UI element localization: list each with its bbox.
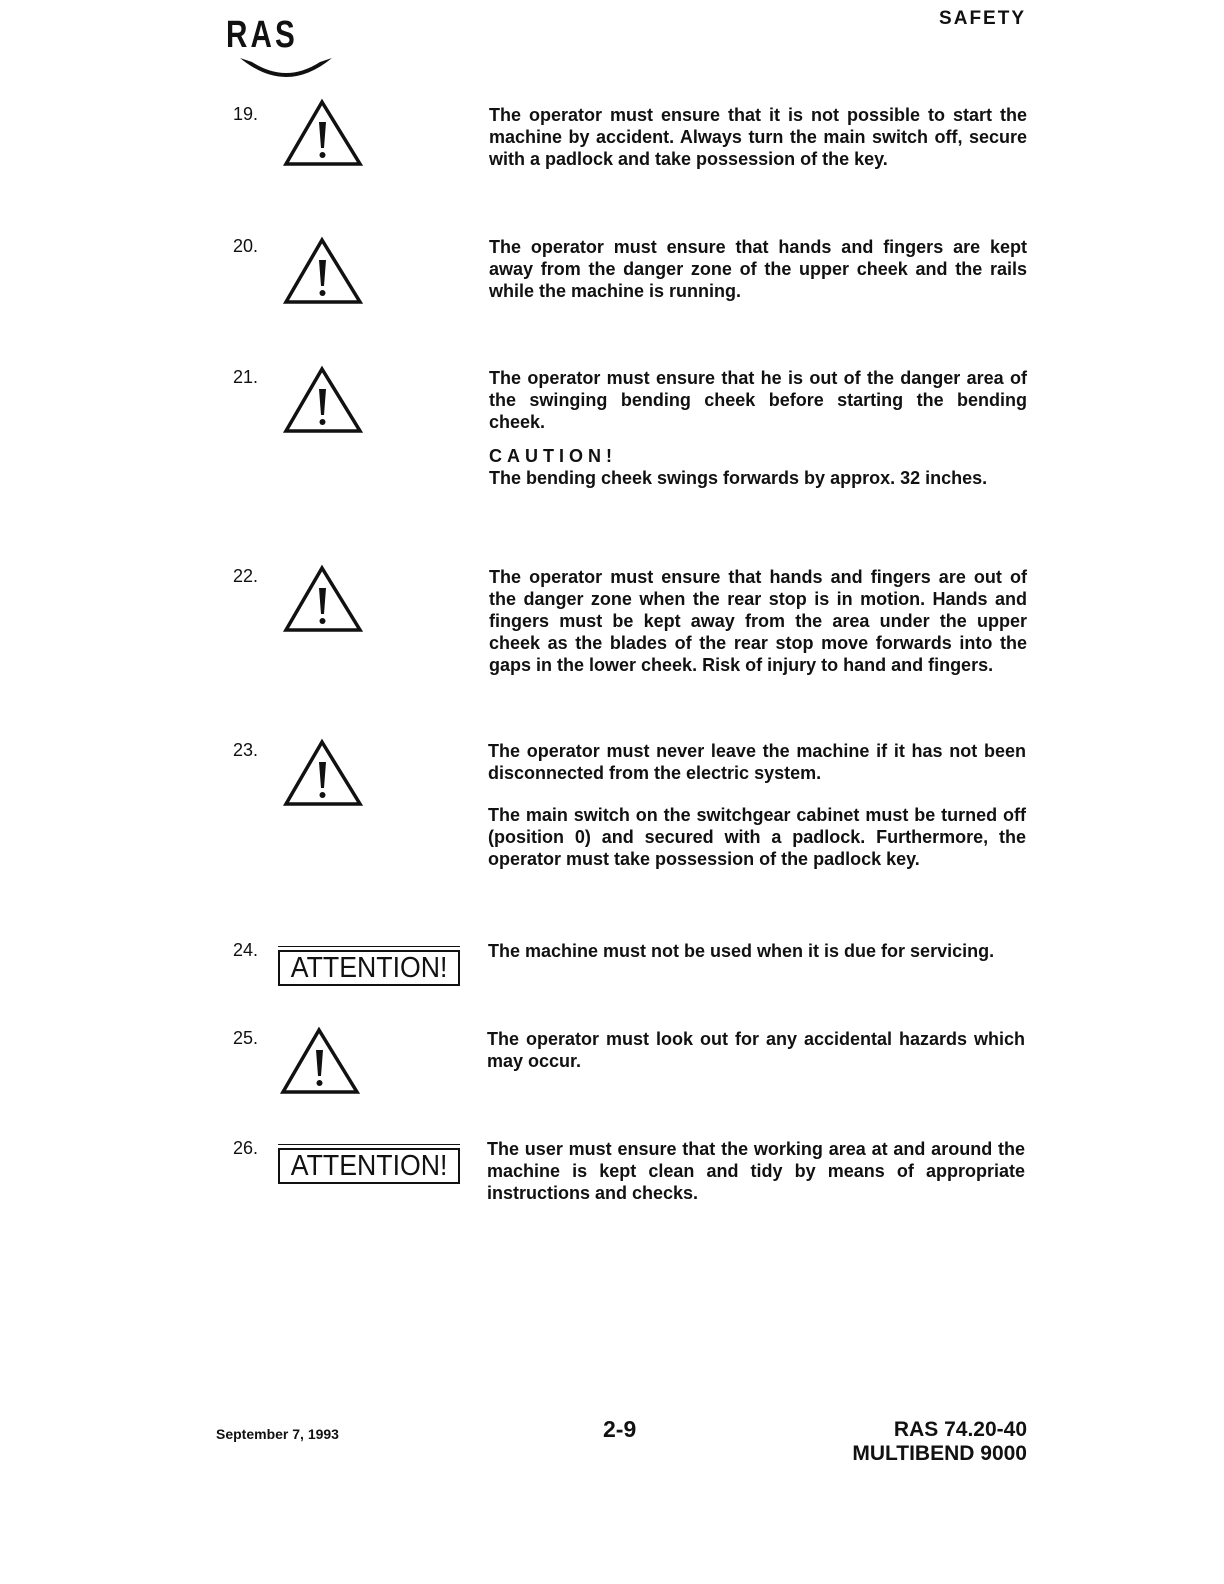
model-line-2: MULTIBEND 9000 [852, 1442, 1027, 1465]
item-paragraph: The operator must never leave the machine if it has not been disconnected from the electric system. [488, 741, 1026, 783]
attention-label: ATTENTION! [290, 1149, 448, 1182]
caution-text: The bending cheek swings forwards by approx. 32 inches. [489, 468, 988, 488]
item-number: 24. [233, 940, 259, 960]
item-paragraph: The user must ensure that the working area at and around the machine is kept clean and tidy by means of appropriate instructions and checks. [487, 1139, 1025, 1203]
ras-logo [226, 14, 346, 80]
item-text [487, 1028, 1025, 1084]
item-text [489, 367, 1027, 501]
logo-text: RAS [226, 14, 298, 56]
item-number: 19. [233, 104, 259, 124]
section-title: SAFETY [939, 8, 1026, 29]
attention-label: ATTENTION! [290, 951, 448, 984]
item-paragraph: The operator must ensure that hands and fingers are out of the danger zone when the rear stop is in motion. Hands and fingers must be kept away from the area under the upper cheek as the blades of the rear stop move forwards into the gaps in the lower cheek. Risk of injury to hand and fingers. [489, 567, 1027, 675]
item-text [488, 940, 1026, 974]
warning-triangle-icon [282, 236, 364, 308]
item-number: 23. [233, 740, 259, 760]
attention-box [278, 1148, 460, 1184]
item-text [488, 740, 1026, 882]
item-paragraph: The main switch on the switchgear cabinet must be turned off (position 0) and secured with a padlock. Furthermore, the operator must take possession of the padlock key. [488, 805, 1026, 869]
item-paragraph: The operator must look out for any accidental hazards which may occur. [487, 1029, 1025, 1071]
item-number: 22. [233, 566, 259, 586]
logo-arc-icon [238, 58, 334, 88]
item-number: 21. [233, 367, 259, 387]
warning-triangle-icon [282, 738, 364, 810]
footer-model [852, 1418, 1027, 1466]
item-text [489, 104, 1027, 182]
item-number: 26. [233, 1138, 259, 1158]
attention-box [278, 950, 460, 986]
caution-label: CAUTION! [489, 446, 617, 466]
page-number: 2-9 [603, 1416, 637, 1442]
item-text [489, 236, 1027, 314]
warning-triangle-icon [282, 98, 364, 170]
item-text [487, 1138, 1025, 1216]
item-paragraph: The operator must ensure that he is out of the danger area of the swinging bending cheek before starting the bending cheek. [489, 368, 1027, 432]
warning-triangle-icon [282, 365, 364, 437]
model-line-1: RAS 74.20-40 [893, 1418, 1027, 1441]
item-paragraph: The operator must ensure that it is not possible to start the machine by accident. Always turn the main switch off, secure with a padlock and take possession of the key. [489, 105, 1027, 169]
item-number: 20. [233, 236, 259, 256]
item-paragraph: The machine must not be used when it is due for servicing. [488, 941, 995, 961]
footer-date: September 7, 1993 [216, 1426, 339, 1442]
warning-triangle-icon [279, 1026, 361, 1098]
warning-triangle-icon [282, 564, 364, 636]
item-text [489, 566, 1027, 688]
item-number: 25. [233, 1028, 259, 1048]
item-paragraph: The operator must ensure that hands and fingers are kept away from the danger zone of the upper cheek and the rails while the machine is running. [489, 237, 1027, 301]
